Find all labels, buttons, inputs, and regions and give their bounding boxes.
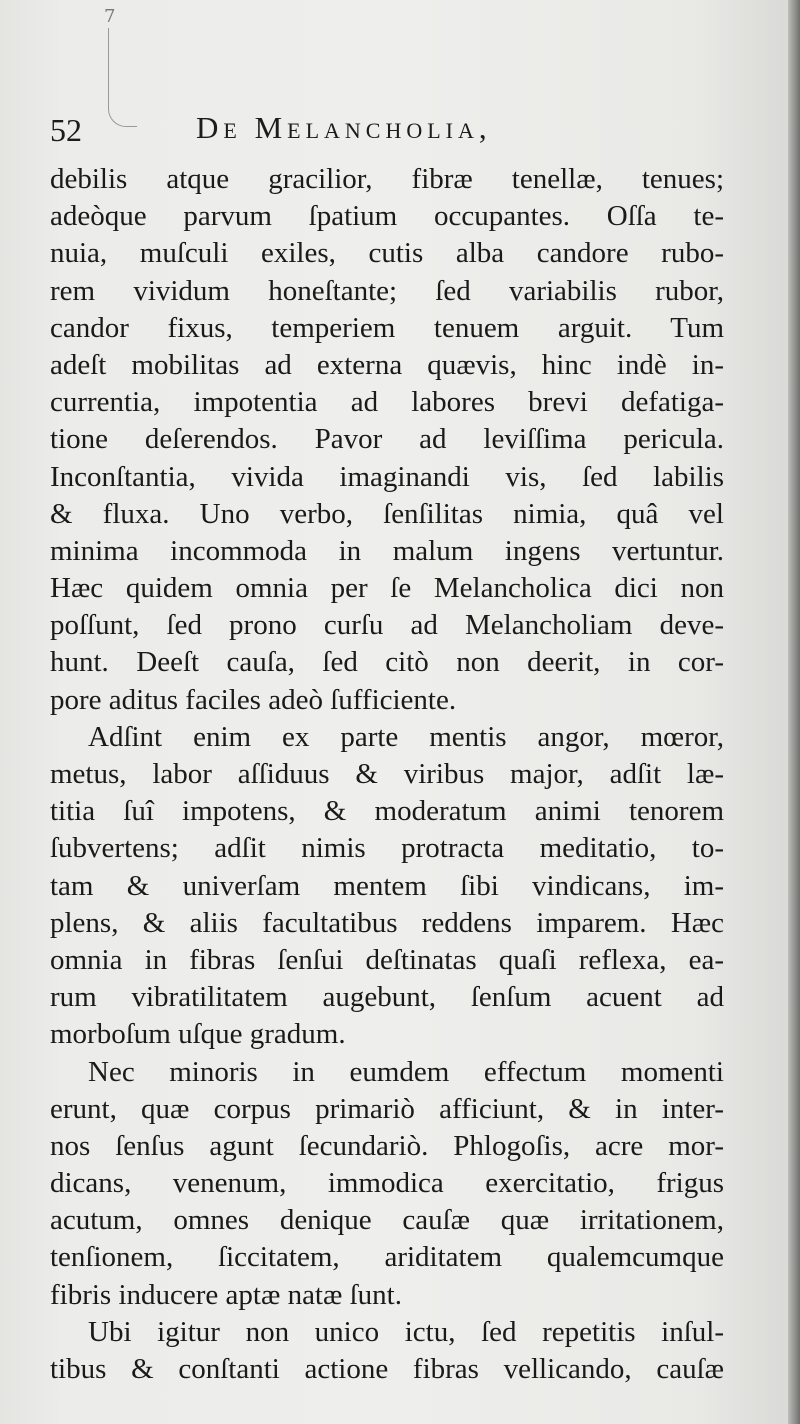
text-line: candor fixus, temperiem tenuem arguit. Tum [50,311,724,344]
body-text [50,161,724,1388]
text-line: metus, labor aſſiduus & viribus major, adſit læ- [50,758,724,790]
margin-note: 7 [104,6,116,27]
text-line: nos ſenſus agunt ſecundariò. Phlogoſis, acre mor- [50,1129,724,1162]
text-line: ſubvertens; adſit nimis protracta meditatio, to- [50,832,724,865]
text-line: & fluxa. Uno verbo, ſenſilitas nimia, quâ vel [50,497,724,530]
text-line: rem vividum honeſtante; ſed variabilis rubor, [50,274,724,307]
text-line: titia ſuî impotens, & moderatum animi tenorem [50,795,724,828]
text-line: erunt, quæ corpus primariò afficiunt, & in inter- [50,1092,724,1125]
text-line: adeòque parvum ſpatium occupantes. Oſſa te- [50,200,724,233]
text-line: tam & univerſam mentem ſibi vindicans, im- [50,869,724,902]
text-line: debilis atque gracilior, fibræ tenellæ, tenues; [50,163,724,195]
text-line: minima incommoda in malum ingens vertuntur. [50,534,724,567]
text-line: nuia, muſculi exiles, cutis alba candore rubo- [50,237,724,270]
text-line: tenſionem, ſiccitatem, ariditatem qualemcumque [50,1241,724,1274]
running-title: De Melancholia, [196,110,492,145]
text-line: hunt. Deeſt cauſa, ſed citò non deerit, in cor- [50,646,724,679]
text-line: Ubi igitur non unico ictu, ſed repetitis inſul- [88,1315,724,1348]
page-number: 52 [50,112,82,148]
text-line: acutum, omnes denique cauſæ quæ irritationem, [50,1204,724,1237]
text-line: adeſt mobilitas ad externa quævis, hinc indè in- [50,348,724,381]
text-line: poſſunt, ſed prono curſu ad Melancholiam deve- [50,609,724,642]
text-line: plens, & aliis facultatibus reddens imparem. Hæc [50,906,724,939]
page-header [50,108,730,152]
text-line: morboſum uſque gradum. [50,1018,346,1051]
text-line: Adſint enim ex parte mentis angor, mœror, [88,720,724,753]
text-line: dicans, venenum, immodica exercitatio, frigus [50,1167,724,1200]
text-line: fibris inducere aptæ natæ ſunt. [50,1278,402,1311]
text-line: Nec minoris in eumdem effectum momenti [88,1055,724,1088]
text-line: pore aditus faciles adeò ſufficiente. [50,683,457,716]
text-line: Hæc quidem omnia per ſe Melancholica dici non [50,572,724,605]
text-line: tibus & conſtanti actione fibras vellicando, cauſæ [50,1353,724,1385]
text-line: currentia, impotentia ad labores brevi defatiga- [50,386,724,419]
text-line: rum vibratilitatem augebunt, ſenſum acuent ad [50,981,724,1014]
text-line: Inconſtantia, vivida imaginandi vis, ſed labilis [50,460,724,493]
text-line: omnia in fibras ſenſui deſtinatas quaſi reflexa, ea- [50,943,724,976]
page-edge-shadow [788,0,800,1424]
text-line: tione deſerendos. Pavor ad leviſſima pericula. [50,423,724,456]
